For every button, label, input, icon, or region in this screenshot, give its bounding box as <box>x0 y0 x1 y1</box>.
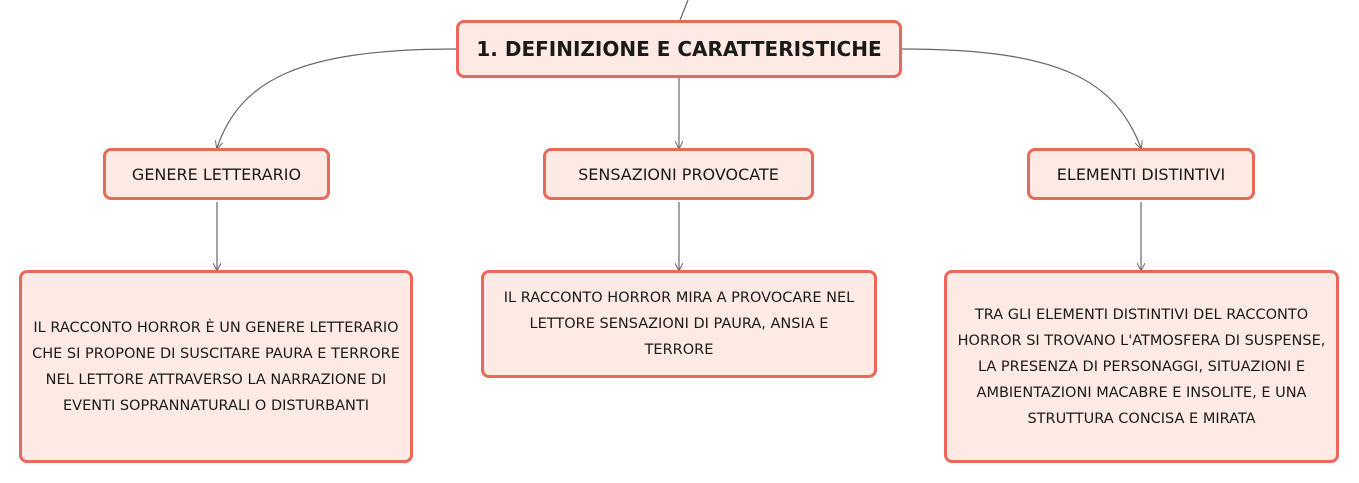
root-node[interactable] <box>456 20 902 78</box>
detail-node-elementi-distintivi[interactable] <box>944 270 1339 463</box>
category-label: SENSAZIONI PROVOCATE <box>578 164 779 184</box>
category-node-genere-letterario[interactable] <box>103 148 330 200</box>
incoming-connector <box>680 0 688 20</box>
detail-text: IL RACCONTO HORROR MIRA A PROVOCARE NEL LETTORE SENSAZIONI DI PAURA, ANSIA E TERRORE <box>503 290 855 358</box>
detail-node-sensazioni-provocate[interactable] <box>481 270 877 378</box>
root-label: 1. DEFINIZIONE E CARATTERISTICHE <box>476 37 882 61</box>
connector-root-genere <box>217 49 456 148</box>
category-label: GENERE LETTERARIO <box>131 164 302 184</box>
detail-text: TRA GLI ELEMENTI DISTINTIVI DEL RACCONTO HORROR SI TROVANO L'ATMOSFERA DI SUSPENSE, LA PRESENZA DI PERSONAGGI, SITUAZIONI E AMBIENTAZIONI MACABRE E INSOLITE, E UNA STRUTTURA CONCISA E MIRATA <box>957 306 1326 427</box>
category-label: ELEMENTI DISTINTIVI <box>1056 164 1226 184</box>
detail-node-genere-letterario[interactable] <box>19 270 413 463</box>
category-node-elementi-distintivi[interactable] <box>1027 148 1255 200</box>
detail-text: IL RACCONTO HORROR È UN GENERE LETTERARIO CHE SI PROPONE DI SUSCITARE PAURA E TERRORE NEL LETTORE ATTRAVERSO LA NARRAZIONE DI EVENTI SOPRANNATURALI O DISTURBANTI <box>32 319 400 414</box>
connector-root-elementi <box>902 49 1141 148</box>
category-node-sensazioni-provocate[interactable] <box>543 148 814 200</box>
